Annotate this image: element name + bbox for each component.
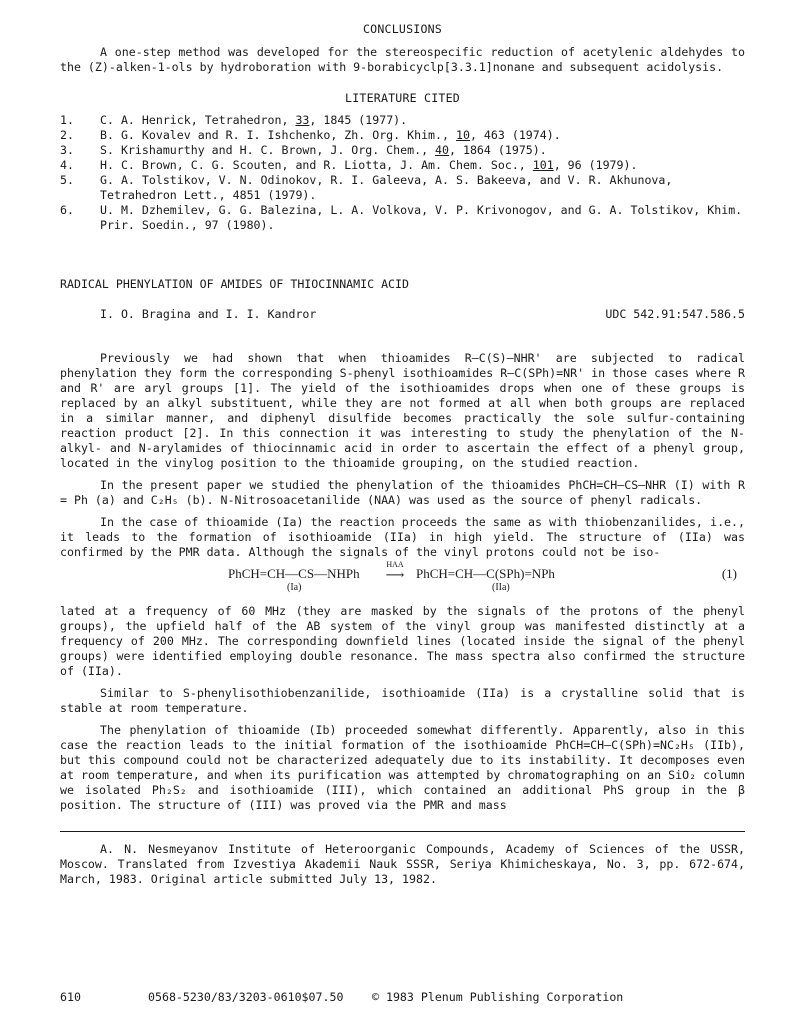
literature-heading: LITERATURE CITED: [345, 91, 460, 105]
authors: I. O. Bragina and I. I. Kandror: [100, 307, 317, 321]
page-footer: [60, 990, 745, 1004]
body-paragraph: Previously we had shown that when thioamides R—C(S)—NHR' are subjected to radical phenylation they form the corresponding S-phenyl isothioamides R—C(SPh)=NR' in those cases where R and R' are aryl groups [1]. The yield of the isothioamides drops when one of these groups is replaced by an alkyl substituent, while they are not formed at all when both groups are replaced in a similar manner, and diphenyl disulfide becomes practically the sole sulfur-containing reaction product [2]. In this connection it was interesting to study the phenylation of the N-alkyl- and N-arylamides of thiocinnamic acid in order to ascertain the effect of a phenyl group, located in the vinylog position to the thioamide grouping, on the studied reaction.: [60, 351, 745, 470]
body-paragraph: In the case of thioamide (Ia) the reaction proceeds the same as with thiobenzanilides, i.e., it leads to the formation of isothioamide (IIa) in high yield. The structure of (IIa) was confirmed by the PMR data. Although the signals of the vinyl protons could not be iso-: [60, 515, 745, 559]
reference-item: 1. C. A. Henrick, Tetrahedron, 33, 1845 (1977).: [60, 113, 408, 127]
footnote: A. N. Nesmeyanov Institute of Heteroorganic Compounds, Academy of Sciences of the USSR, Moscow. Translated from Izvestiya Akademii Nauk SSSR, Seriya Khimicheskaya, No. 3, pp. 672-674, March, 1983. Original article submitted July 13, 1982.: [60, 842, 745, 886]
reference-item: 4. H. C. Brown, C. G. Scouten, and R. Liotta, J. Am. Chem. Soc., 101, 96 (1979).: [60, 158, 638, 172]
footnote-rule: [60, 831, 745, 832]
reference-item: 5. G. A. Tolstikov, V. N. Odinokov, R. I. Galeeva, A. S. Bakeeva, and V. R. Akhunova, Tetrahedron Lett., 4851 (1979).: [60, 173, 673, 202]
reference-item: 3. S. Krishamurthy and H. C. Brown, J. Org. Chem., 40, 1864 (1975).: [60, 143, 547, 157]
arrow-right-icon: ⟶: [385, 567, 405, 582]
byline: [60, 307, 745, 321]
udc-code: UDC 542.91:547.586.5: [605, 307, 745, 321]
body-paragraph: lated at a frequency of 60 MHz (they are masked by the signals of the protons of the phenyl groups), the upfield half of the AB system of the vinyl group was manifested distinctly at a frequency of 200 MHz. The corresponding downfield lines (located inside the signal of the phenyl groups) were identified employing double resonance. The mass spectra also confirmed the structure of (IIa).: [60, 604, 745, 678]
reaction-equation: [60, 560, 745, 600]
equation-number: (1): [721, 566, 737, 581]
equation-product-label: (IIa): [492, 582, 510, 593]
conclusions-text: A one-step method was developed for the stereospecific reduction of acetylenic aldehydes to the (Z)-alken-1-ols by hydroboration with 9-borabicyclp[3.3.1]nonane and subsequent acidolysis.: [60, 45, 745, 74]
body-paragraph: In the present paper we studied the phenylation of the thioamides PhCH=CH—CS—NHR (I) with R = Ph (a) and C₂H₅ (b). N-Nitrosoacetanilide (NAA) was used as the source of phenyl radicals.: [60, 478, 745, 507]
reaction-arrow-label: HAA: [386, 560, 404, 569]
body-paragraph: Similar to S-phenylisothiobenzanilide, isothioamide (IIa) is a crystalline solid that is stable at room temperature.: [60, 686, 745, 715]
equation-reactant-label: (Ia): [287, 582, 302, 593]
page: [60, 22, 745, 887]
reference-item: 6. U. M. Dzhemilev, G. G. Balezina, L. A. Volkova, V. P. Krivonogov, and G. A. Tolstikov, Khim. Prir. Soedin., 97 (1980).: [60, 203, 743, 232]
copyright: © 1983 Plenum Publishing Corporation: [372, 990, 624, 1004]
reaction-arrow: [377, 560, 413, 581]
equation-product: PhCH=CH—C(SPh)=NPh: [416, 566, 555, 581]
reference-list: [60, 113, 745, 233]
conclusions-heading: CONCLUSIONS: [363, 22, 442, 36]
article-title: RADICAL PHENYLATION OF AMIDES OF THIOCINNAMIC ACID: [60, 277, 410, 291]
page-number: 610: [60, 990, 81, 1004]
reference-item: 2. B. G. Kovalev and R. I. Ishchenko, Zh. Org. Khim., 10, 463 (1974).: [60, 128, 561, 142]
body-paragraph: The phenylation of thioamide (Ib) proceeded somewhat differently. Apparently, also in this case the reaction leads to the initial formation of the isothioamide PhCH=CH—C(SPh)=NC₂H₅ (IIb), but this compound could not be characterized adequately due to its instability. It decomposes even at room temperature, and when its purification was attempted by chromatographing on an SiO₂ column we isolated Ph₂S₂ and isothioamide (III), which contained an additional PhS group in the β position. The structure of (III) was proved via the PMR and mass: [60, 723, 745, 812]
equation-reactant: PhCH=CH—CS—NHPh: [228, 566, 360, 581]
publication-code: 0568-5230/83/3203-0610$07.50: [148, 990, 344, 1004]
